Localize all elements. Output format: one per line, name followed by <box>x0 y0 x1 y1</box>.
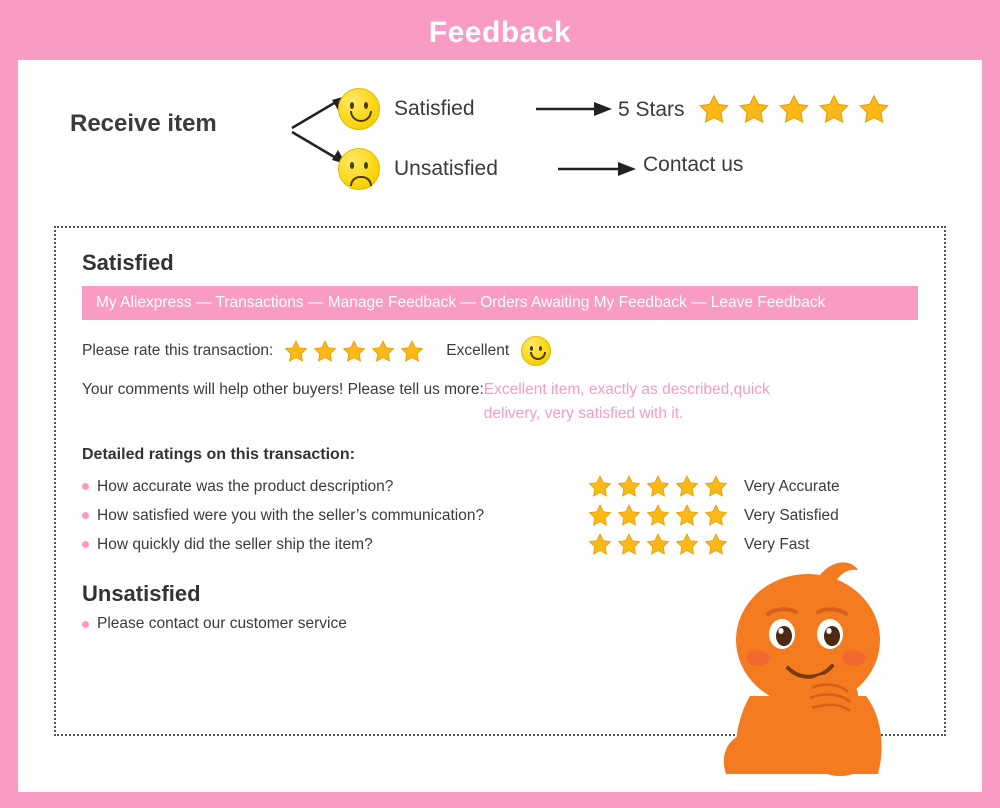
star-icon <box>817 93 851 126</box>
bullet-icon <box>82 621 89 628</box>
star-icon[interactable] <box>587 474 613 499</box>
star-icon[interactable] <box>645 532 671 557</box>
flow-result-stars <box>697 93 897 126</box>
star-icon <box>857 93 891 126</box>
flow-result-unsatisfied <box>643 153 743 177</box>
star-icon <box>697 93 731 126</box>
star-icon <box>777 93 811 126</box>
star-icon[interactable] <box>645 503 671 528</box>
star-icon[interactable] <box>399 339 425 364</box>
smile-face-icon <box>338 88 380 130</box>
frown-face-icon <box>338 148 380 190</box>
star-icon[interactable] <box>283 339 309 364</box>
flow-start-label: Receive item <box>70 110 217 137</box>
flow-result-satisfied-label: 5 Stars <box>618 97 685 121</box>
comment-row <box>82 378 918 426</box>
rate-stars[interactable] <box>283 339 428 364</box>
flow-branch-satisfied-label: Satisfied <box>394 97 475 120</box>
arrow-unsatisfied-result-icon <box>558 160 638 178</box>
star-icon[interactable] <box>370 339 396 364</box>
flow-diagram <box>18 60 982 210</box>
detail-question: How accurate was the product description? <box>97 477 394 495</box>
star-icon[interactable] <box>703 503 729 528</box>
detailed-ratings-title: Detailed ratings on this transaction: <box>82 446 355 464</box>
star-icon <box>737 93 771 126</box>
detail-value: Very Fast <box>744 535 810 553</box>
flow-result-satisfied <box>618 93 897 126</box>
rate-transaction-row <box>82 336 918 366</box>
arrow-satisfied-result-icon <box>536 100 614 118</box>
comment-text-line2[interactable]: quick delivery, very satisfied with it. <box>483 381 770 423</box>
comment-prompt: Your comments will help other buyers! Please tell us more: <box>82 381 484 398</box>
satisfied-heading: Satisfied <box>82 250 174 275</box>
rate-label: Please rate this transaction: <box>82 342 274 359</box>
flow-branch-unsatisfied <box>338 148 498 190</box>
star-icon[interactable] <box>312 339 338 364</box>
breadcrumb[interactable]: My Aliexpress — Transactions — Manage Feedback — Orders Awaiting My Feedback — Leave Feedback <box>82 286 918 320</box>
star-icon[interactable] <box>645 474 671 499</box>
page-title: Feedback <box>428 16 572 49</box>
star-icon[interactable] <box>674 503 700 528</box>
detail-stars[interactable] <box>587 503 732 528</box>
list-item <box>82 472 918 501</box>
details-panel <box>54 226 946 736</box>
bullet-icon <box>82 541 89 548</box>
star-icon[interactable] <box>616 474 642 499</box>
flow-branch-satisfied <box>338 88 475 130</box>
detail-value: Very Satisfied <box>744 506 839 524</box>
star-icon[interactable] <box>616 532 642 557</box>
rate-value-label: Excellent <box>446 342 510 359</box>
star-icon[interactable] <box>616 503 642 528</box>
star-icon[interactable] <box>587 532 613 557</box>
unsatisfied-contact-label: Please contact our customer service <box>97 615 347 633</box>
detail-value: Very Accurate <box>744 477 840 495</box>
unsatisfied-heading: Unsatisfied <box>82 581 201 607</box>
flow-result-unsatisfied-label: Contact us <box>643 153 744 176</box>
comment-text-line1[interactable]: Excellent item, exactly as described, <box>483 381 734 398</box>
mascot-icon <box>690 546 920 786</box>
bullet-icon <box>82 483 89 490</box>
detail-stars[interactable] <box>587 474 732 499</box>
list-item <box>82 501 918 530</box>
star-icon[interactable] <box>341 339 367 364</box>
flow-branch-unsatisfied-label: Unsatisfied <box>394 157 498 180</box>
content-card <box>18 60 982 792</box>
star-icon[interactable] <box>703 474 729 499</box>
star-icon[interactable] <box>674 474 700 499</box>
detail-question: How quickly did the seller ship the item? <box>97 535 373 553</box>
detail-question: How satisfied were you with the seller’s communication? <box>97 506 485 524</box>
star-icon[interactable] <box>587 503 613 528</box>
bullet-icon <box>82 512 89 519</box>
smile-face-icon <box>521 336 551 366</box>
